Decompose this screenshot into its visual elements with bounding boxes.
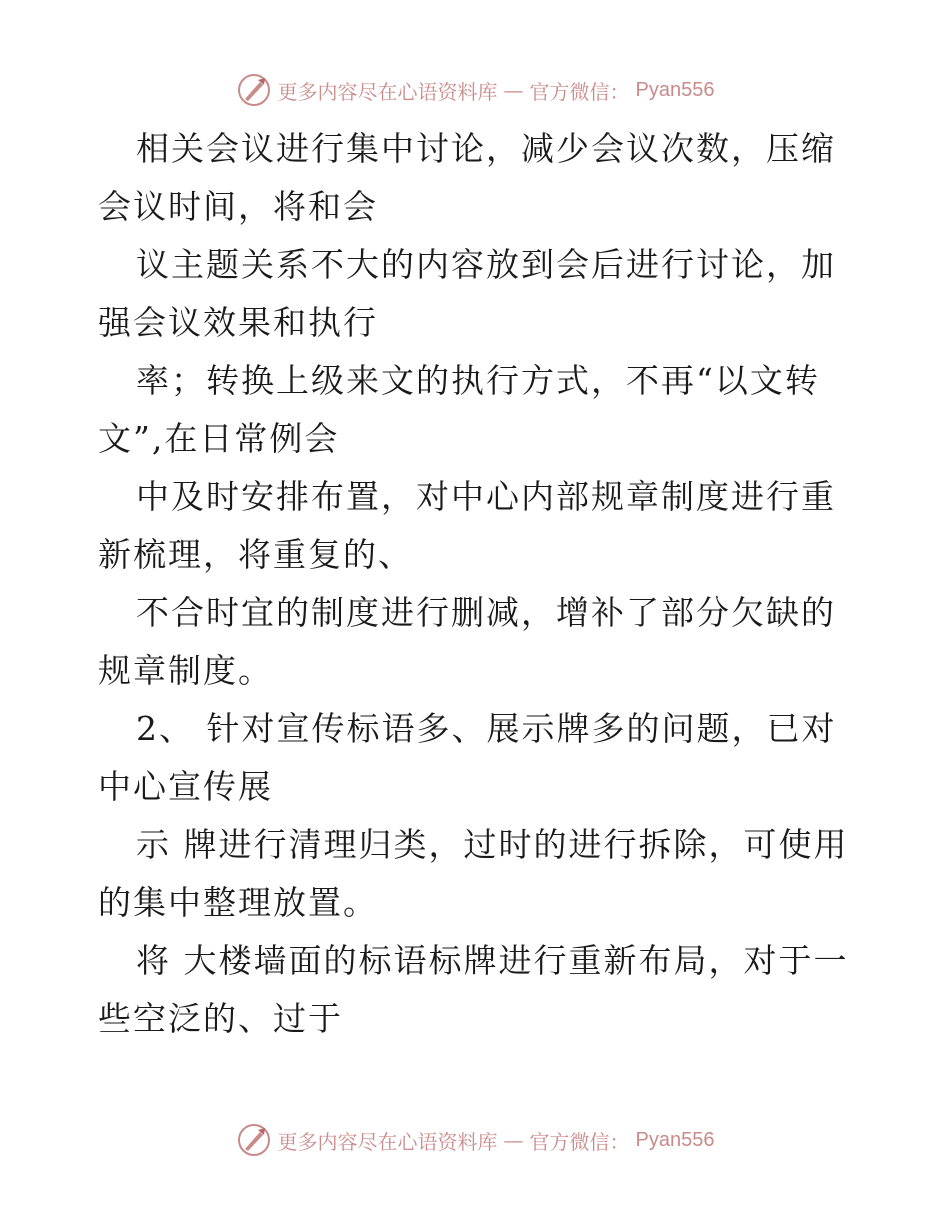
paragraph-3: 率；转换上级来文的执行方式，不再“以文转文”,在日常例会 xyxy=(98,361,820,458)
paragraph-7: 示 牌进行清理归类，过时的进行拆除，可使用的集中整理放置。 xyxy=(98,825,849,922)
header-watermark xyxy=(0,70,950,110)
paragraph-2: 议主题关系不大的内容放到会后进行讨论，加强会议效果和执行 xyxy=(98,245,836,342)
watermark-wechat-label: 官方微信： xyxy=(529,1129,630,1154)
watermark-wechat-id: Pyan556 xyxy=(635,78,715,101)
paragraph-6: 2、 针对宣传标语多、展示牌多的问题，已对中心宣传展 xyxy=(98,709,837,806)
paragraph-8: 将 大楼墙面的标语标牌进行重新布局，对于一些空泛的、过于 xyxy=(98,941,849,1038)
watermark-separator: — xyxy=(503,78,524,102)
quill-logo-icon xyxy=(236,72,272,108)
quill-logo-icon xyxy=(236,1122,272,1158)
paragraph-1: 相关会议进行集中讨论，减少会议次数，压缩会议时间，将和会 xyxy=(98,129,836,226)
paragraph-4: 中及时安排布置，对中心内部规章制度进行重新梳理，将重复的、 xyxy=(98,477,836,574)
watermark-wechat-id: Pyan556 xyxy=(635,1128,715,1151)
watermark-text: 更多内容尽在心语资料库 xyxy=(277,79,498,104)
watermark-text: 更多内容尽在心语资料库 xyxy=(277,1129,498,1154)
watermark-wechat-label: 官方微信： xyxy=(529,79,630,104)
footer-watermark xyxy=(0,1120,950,1160)
paragraph-5: 不合时宜的制度进行删减，增补了部分欠缺的规章制度。 xyxy=(98,593,836,690)
watermark-separator: — xyxy=(503,1128,524,1152)
document-body xyxy=(98,120,858,1048)
